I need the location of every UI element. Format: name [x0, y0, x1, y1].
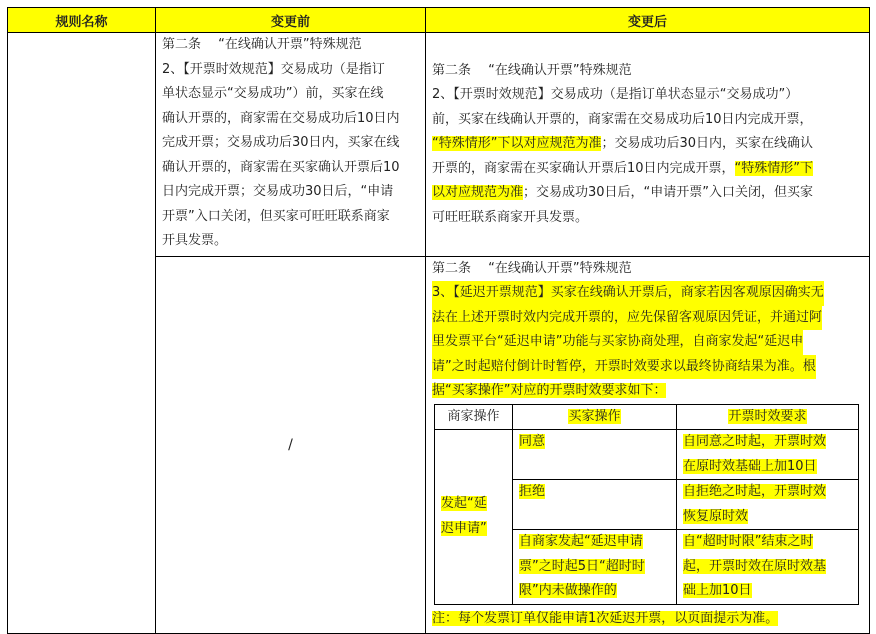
before-line: 完成开票；交易成功后30日内，买家在线: [162, 135, 400, 150]
highlight-text: 以对应规范为准: [432, 185, 524, 200]
buyer-action-text: 拒绝: [519, 484, 546, 499]
table-row: [435, 430, 859, 480]
buyer-action-text: 同意: [519, 434, 546, 449]
delay-para-line: 据“买家操作”对应的开票时效要求如下：: [432, 383, 667, 398]
delay-para-line: 法在上述开票时效内完成开票的，应先保留客观原因凭证，并通过阿: [432, 306, 822, 331]
after-line: [432, 132, 863, 157]
delay-para-line: 3、【延迟开票规范】买家在线确认开票后，商家若因客观原因确实无: [432, 281, 824, 306]
merchant-action-text: 迟申请”: [441, 520, 487, 536]
requirement-text: 在原时效基础上加10日: [683, 458, 817, 474]
requirement-cell: [677, 530, 859, 605]
after-text: [426, 57, 869, 233]
buyer-action-text: 自商家发起“延迟申请: [519, 534, 643, 549]
before-line: 开票”入口关闭，但买家可旺旺联系商家: [162, 208, 390, 224]
header-invoice-requirement: [677, 404, 859, 430]
row-invoice-timing: [8, 33, 870, 257]
after-line: [432, 181, 863, 206]
buyer-action-text: 限”内未做操作的: [519, 583, 617, 598]
before-line: 日内完成开票；交易成功30日后，“申请: [162, 184, 394, 199]
buyer-action-cell: [513, 480, 677, 530]
header-text: 商家操作: [447, 408, 500, 424]
requirement-text: 自同意之时起，开票时效: [683, 434, 827, 449]
header-text: 买家操作: [568, 408, 621, 424]
after-delay-title: 第二条 “在线确认开票”特殊规范: [432, 260, 632, 276]
header-before: 变更前: [156, 8, 426, 33]
merchant-action-text: 发起“延: [441, 496, 487, 512]
before-text: [156, 33, 425, 256]
buyer-action-cell: [513, 430, 677, 480]
merchant-action-cell: [435, 430, 513, 605]
requirement-text: 恢复原时效: [683, 508, 749, 524]
before-title: 第二条 “在线确认开票”特殊规范: [162, 37, 362, 52]
before-empty-cell: /: [156, 256, 426, 634]
before-line: 单状态显示“交易成功”）前，买家在线: [162, 86, 384, 101]
requirement-text: 起，开票时效在原时效基: [683, 558, 827, 574]
header-buyer-action: [513, 404, 677, 430]
before-line: 2、【开票时效规范】交易成功（是指订: [162, 61, 385, 77]
after-delay-cell: [426, 256, 870, 634]
requirement-text: 自“超时时限”结束之时: [683, 534, 814, 549]
after-text-span: ；交易成功后30日内，买家在线确认: [601, 136, 814, 151]
rule-change-table: [7, 7, 870, 634]
after-cell: [426, 33, 870, 257]
header-text: 开票时效要求: [728, 408, 807, 424]
highlight-text: “特殊情形”下: [734, 160, 814, 176]
requirement-text: 自拒绝之时起，开票时效: [683, 484, 827, 499]
requirement-text: 础上加10日: [683, 583, 752, 598]
rule-name-cell: [8, 33, 156, 634]
after-line: 前，买家在线确认开票的，商家需在交易成功后10日内完成开票，: [432, 111, 813, 127]
after-text-span: ；交易成功30日后，“申请开票”入口关闭，但买家: [523, 185, 814, 200]
delay-para-line: 请”之时起赔付倒计时暂停，开票时效要求以最终协商结果为准。根: [432, 355, 816, 380]
requirement-cell: [677, 480, 859, 530]
header-after: 变更后: [426, 8, 870, 33]
delay-para-line: 里发票平台“延迟申请”功能与买家协商处理，自商家发起“延迟申: [432, 330, 803, 355]
delay-note: 注：每个发票订单仅能申请1次延迟开票，以页面提示为准。: [432, 610, 779, 626]
header-merchant-action: [435, 404, 513, 430]
requirement-cell: [677, 430, 859, 480]
before-line: 开具发票。: [162, 233, 228, 248]
delay-rules-table: [434, 404, 859, 605]
before-cell: [156, 33, 426, 257]
after-line: [432, 157, 863, 182]
after-line: 2、【开票时效规范】交易成功（是指订单状态显示“交易成功”）: [432, 87, 799, 102]
buyer-action-cell: [513, 530, 677, 605]
highlight-text: “特殊情形”下以对应规范为准: [432, 136, 602, 151]
after-title: 第二条 “在线确认开票”特殊规范: [432, 62, 632, 78]
header-row: [8, 8, 870, 33]
after-text-span: 开票的，商家需在买家确认开票后10日内完成开票，: [432, 160, 735, 176]
buyer-action-text: 票”之时起5日“超时时: [519, 558, 645, 574]
before-line: 确认开票的，商家需在交易成功后10日内: [162, 110, 400, 126]
before-line: 确认开票的，商家需在买家确认开票后10: [162, 159, 400, 175]
after-delay-text: [426, 257, 869, 634]
after-line: 可旺旺联系商家开具发票。: [432, 209, 589, 225]
delay-rules-header: [435, 404, 859, 430]
header-rule-name: 规则名称: [8, 8, 156, 33]
